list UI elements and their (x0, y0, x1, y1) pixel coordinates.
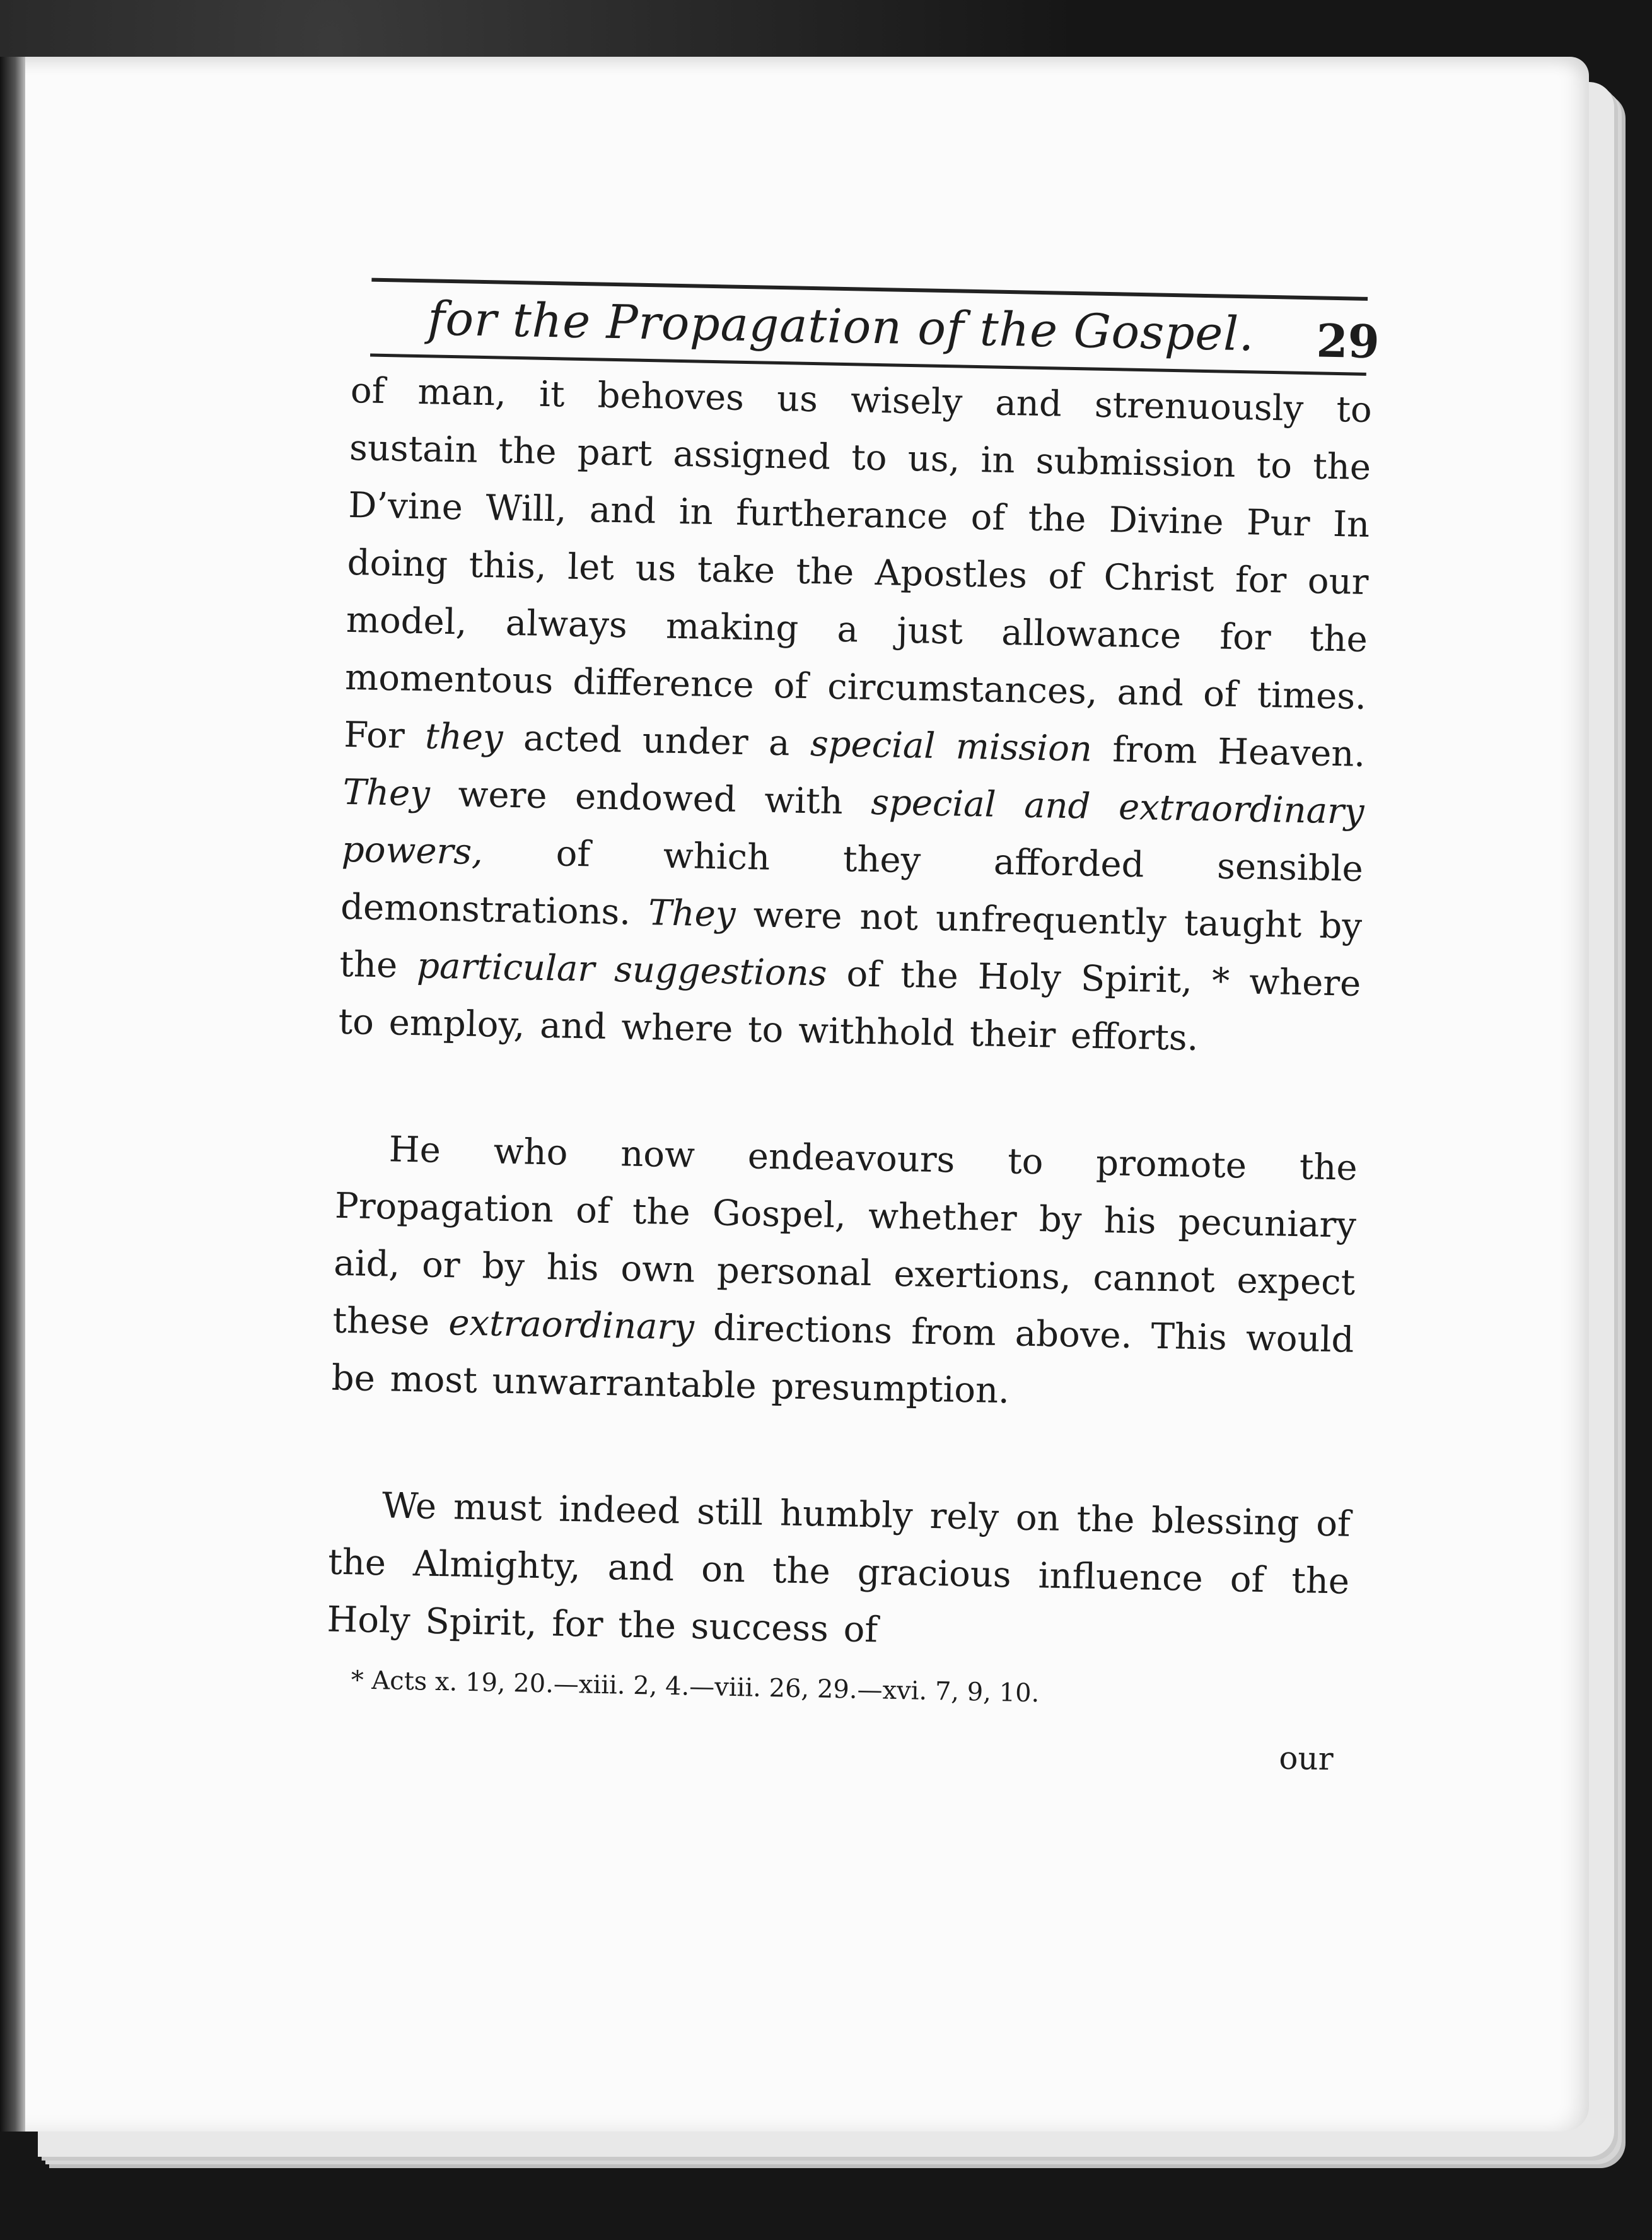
italic-text: particular suggestions (416, 945, 828, 995)
text-block (324, 259, 1380, 1778)
book-gutter (0, 57, 25, 2132)
italic-text: special mission (810, 723, 1093, 770)
italic-text: extraordinary (448, 1302, 695, 1348)
running-head-title: for the Propagation of the Gospel. (427, 291, 1255, 362)
paragraph-2 (331, 1120, 1358, 1426)
footnote: * Acts x. 19, 20.—xiii. 2, 4.—viii. 26, 29.—xvi. 7, 9, 10. (351, 1665, 1040, 1708)
text-run: We must indeed still humbly rely on the blessing of the Almighty, and on the gracious influence of the Holy Spirit, for the success of (326, 1485, 1351, 1651)
catchword: our (1278, 1739, 1334, 1778)
paragraph-3 (327, 1476, 1351, 1668)
text-run: acted under a (502, 717, 811, 765)
text-run: directions from above. This would be most unwarrantable presumption. (331, 1307, 1354, 1412)
running-head (351, 259, 1380, 373)
text-run: of man, it behoves us wisely and strenuously to sustain the part assigned to us, in submission to the D’vine Will, and in furtherance of the Divine Pur In doing this, let us take the Apostles of Christ for our model, always making a just allowance for the momentous difference of circumstances, and of times. For (343, 370, 1373, 757)
italic-text: They (342, 771, 431, 815)
body-text (327, 362, 1373, 1668)
text-run: from Heaven. (1091, 728, 1366, 775)
paragraph-1 (338, 362, 1373, 1070)
italic-text: They (648, 892, 736, 935)
text-run: of the Holy Spirit, * where to employ, and where to withhold their efforts. (338, 953, 1361, 1059)
text-run: He who now endeavours to promote the Propagation of the Gospel, whether by his pecuniary aid, or by his own personal exertions, cannot expect these (332, 1129, 1358, 1344)
italic-text: special and extraordinary powers, (341, 781, 1365, 873)
page-number: 29 (1315, 313, 1380, 369)
text-run: of which they afforded sensible demonstrations. (340, 832, 1364, 934)
text-run: were not unfrequently taught by the (339, 894, 1363, 987)
text-run: were endowed with (429, 773, 871, 823)
italic-text: they (424, 716, 504, 759)
